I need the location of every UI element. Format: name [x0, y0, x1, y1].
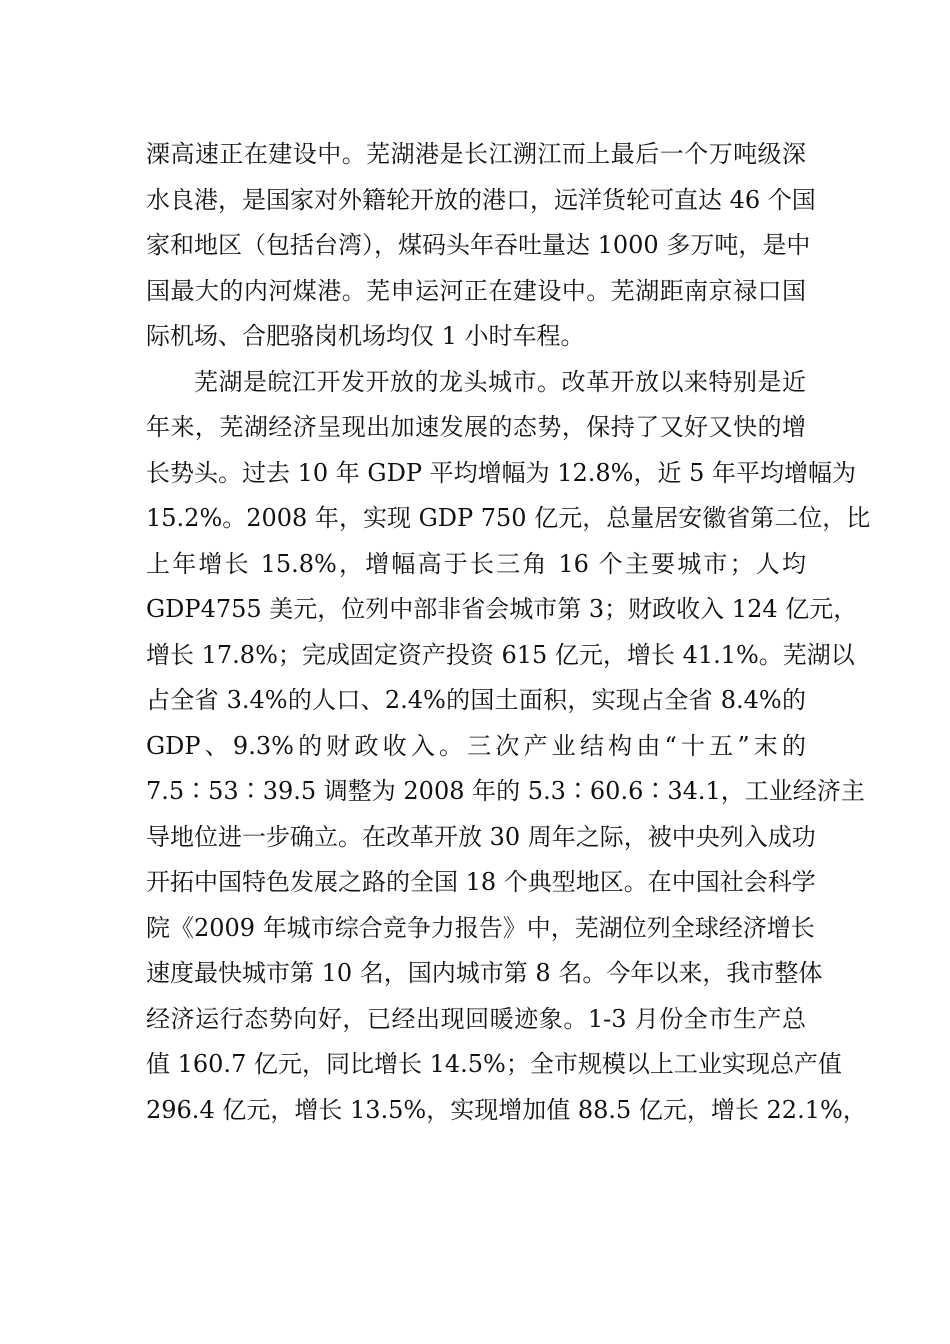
- text-line: 溧高速正在建设中。芜湖港是长江溯江而上最后一个万吨级深: [146, 140, 806, 168]
- text-line: GDP4755 美元，位列中部非省会城市第 3；财政收入 124 亿元，: [146, 595, 858, 623]
- text-line: 院《2009 年城市综合竞争力报告》中，芜湖位列全球经济增长: [146, 913, 815, 942]
- text-line: 家和地区（包括台湾），煤码头年吞吐量达 1000 多万吨，是中: [146, 231, 811, 259]
- text-line: 芜湖是皖江开发开放的龙头城市。改革开放以来特别是近: [194, 367, 806, 396]
- text-line: 国最大的内河煤港。芜申运河正在建设中。芜湖距南京禄口国: [146, 276, 806, 305]
- text-line: 增长 17.8%；完成固定资产投资 615 亿元，增长 41.1%。芜湖以: [146, 640, 855, 669]
- text-line: 上年增长 15.8%，增幅高于长三角 16 个主要城市；人均: [146, 549, 806, 578]
- text-line: 15.2%。2008 年，实现 GDP 750 亿元，总量居安徽省第二位，比: [146, 504, 871, 532]
- text-line: 水良港，是国家对外籍轮开放的港口，远洋货轮可直达 46 个国: [146, 185, 816, 214]
- text-line: 经济运行态势向好，已经出现回暖迹象。1-3 月份全市生产总: [146, 1004, 806, 1033]
- paragraph-2: [146, 360, 871, 1134]
- text-line: 际机场、合肥骆岗机场均仅 1 小时车程。: [146, 322, 585, 350]
- text-line: 7.5∶53∶39.5 调整为 2008 年的 5.3∶60.6∶34.1，工业经济主: [146, 777, 865, 805]
- text-line: 占全省 3.4%的人口、2.4%的国土面积，实现占全省 8.4%的: [146, 686, 806, 714]
- text-line: 导地位进一步确立。在改革开放 30 周年之际，被中央列入成功: [146, 822, 816, 851]
- text-line: GDP、9.3%的财政收入。三次产业结构由“十五”末的: [146, 731, 806, 760]
- text-line: 296.4 亿元，增长 13.5%，实现增加值 88.5 亿元，增长 22.1%，: [146, 1095, 867, 1124]
- body-text: [146, 132, 871, 1133]
- text-line: 长势头。过去 10 年 GDP 平均增幅为 12.8%，近 5 年平均增幅为: [146, 458, 857, 487]
- text-line: 开拓中国特色发展之路的全国 18 个典型地区。在中国社会科学: [146, 868, 816, 896]
- text-line: 速度最快城市第 10 名，国内城市第 8 名。今年以来，我市整体: [146, 959, 823, 987]
- text-line: 年来，芜湖经济呈现出加速发展的态势，保持了又好又快的增: [146, 413, 806, 441]
- text-line: 值 160.7 亿元，同比增长 14.5%；全市规模以上工业实现总产值: [146, 1050, 842, 1078]
- paragraph-1: [146, 132, 816, 360]
